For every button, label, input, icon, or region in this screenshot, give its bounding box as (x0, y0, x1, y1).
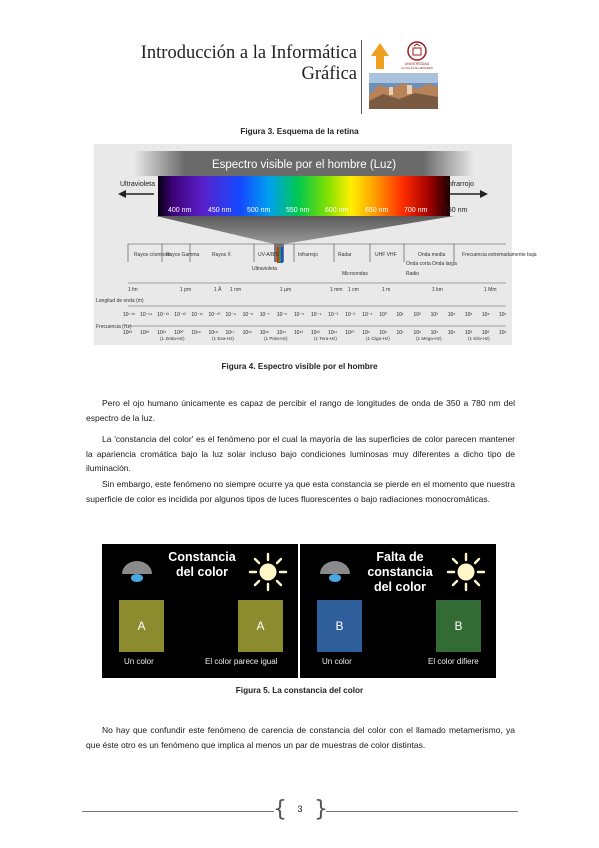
constancy-title-right (358, 550, 442, 595)
wavelength-exp-15: 10⁰ (379, 312, 387, 318)
freq-unit-kilo: (1 Kilo-Hz) (468, 336, 490, 341)
frequency-exp-10: 10¹³ (293, 330, 303, 336)
frequency-exp-20: 10³ (464, 330, 473, 336)
wavelength-exp-22: 10⁷ (499, 312, 507, 318)
wavelength-exp-1: 10⁻¹⁴ (140, 312, 153, 318)
paragraph-3 (86, 477, 515, 506)
wavelength-exp-13: 10⁻² (345, 312, 356, 318)
sun-icon (446, 552, 486, 592)
nm-tick-400: 400 nm (168, 207, 192, 214)
freq-unit-peta: (1 Peta-Hz) (264, 336, 288, 341)
frequency-exp-12: 10¹¹ (328, 330, 338, 336)
region-visible-short: UV-A/B/C (258, 252, 280, 258)
wavelength-exp-9: 10⁻⁶ (276, 312, 288, 318)
region-gamma: Rayos Gamma (166, 252, 200, 258)
frequency-exp-2: 10²¹ (157, 330, 167, 336)
document-header-title (141, 43, 357, 85)
page-number: 3 (297, 804, 303, 814)
logo-text-1: UNIVERSIDAD (404, 62, 430, 66)
frequency-exp-22: 10¹ (499, 330, 507, 336)
region-microwaves: Microondas (342, 271, 368, 277)
unit-nm: 1 nm (230, 287, 242, 293)
wavelength-exp-20: 10⁵ (464, 312, 473, 318)
frequency-exp-0: 10²³ (123, 330, 132, 336)
frequency-exp-15: 10⁸ (379, 330, 388, 336)
label-parece-igual: El color parece igual (205, 657, 278, 666)
region-x-rays: Rayos X (212, 252, 231, 258)
arrow-right-icon (480, 190, 488, 198)
region-infrared: Infrarrojo (298, 252, 319, 258)
paragraph-2-text: La 'constancia del color' es el fenómeno por el cual la mayoría de las superficies de color parecen mantener la apariencia cromática bajo la luz solar incluso bajo condiciones luminosas muy diferentes a dicho tipo de iluminación. (86, 434, 515, 474)
spectrum-banner-text: Espectro visible por el hombre (Luz) (211, 159, 397, 171)
frequency-exp-1: 10²² (140, 330, 150, 336)
no-constancy-title-line3: del color (373, 580, 427, 594)
freq-unit-exa: (1 Exa-Hz) (212, 336, 234, 341)
wavelength-exp-21: 10⁶ (481, 312, 490, 318)
paragraph-1-text: Pero el ojo humano únicamente es capaz de percibir el rango de longitudes de onda de 350 a 780 nm del espectro de la luz. (86, 398, 515, 423)
footer-rule-left (82, 811, 274, 812)
label-color-difiere: El color difiere (428, 657, 479, 666)
wavelength-exp-14: 10⁻¹ (362, 312, 373, 318)
unit-m: 1 m (382, 287, 391, 293)
unit-fm: 1 fm (128, 287, 138, 293)
unit-cm: 1 cm (348, 287, 359, 293)
electromagnetic-spectrum-figure (94, 144, 537, 345)
region-radio: Radio (406, 271, 420, 277)
wavelength-row-label: Longitud de onda (m) (96, 298, 144, 304)
region-cosmic-rays: Rayos cósmicos (134, 252, 171, 258)
wavelength-exp-8: 10⁻⁷ (259, 312, 270, 318)
campus-photo (369, 73, 438, 109)
lamp-icon (120, 558, 154, 588)
frequency-exp-19: 10⁴ (447, 330, 456, 336)
constancy-title-line1: Constancia (168, 550, 236, 564)
frequency-row-label: Frecuencia (Hz) (96, 324, 132, 330)
nm-tick-450: 450 nm (208, 207, 232, 214)
region-ultraviolet: Ultravioleta (252, 266, 278, 272)
footer-brace-right-icon: } (314, 797, 328, 822)
figure-5-caption: Figura 5. La constancia del color (235, 686, 364, 695)
paragraph-3-text: Sin embargo, este fenómeno no siempre ocurre ya que esta constancia se pierde en el momento que nuestra superficie de color es incidida por algunos tipos de luces fluorescentes o bajo radiaciones monocromáticas. (86, 479, 515, 504)
unit-pm: 1 pm (180, 287, 192, 293)
wavelength-exp-18: 10³ (430, 312, 438, 318)
nm-tick-750: 750 nm (444, 207, 468, 214)
constancy-title-left (164, 550, 240, 580)
frequency-exp-9: 10¹⁴ (276, 330, 287, 336)
university-seal-icon (408, 42, 426, 60)
university-logo (369, 39, 438, 109)
paragraph-4-text: No hay que confundir este fenómeno de carencia de constancia del color con el llamado metamerismo, ya que éste otro es un fenómeno que implica al menos un par de muestras de color distintas. (86, 725, 515, 750)
sun-icon (248, 552, 288, 592)
footer-rule-right (326, 811, 518, 812)
constancy-panel-left (102, 544, 298, 678)
wavelength-exp-3: 10⁻¹² (174, 312, 186, 318)
spectrum-funnel (156, 216, 454, 244)
wavelength-exp-2: 10⁻¹³ (157, 312, 169, 318)
color-square-b2: B (436, 600, 481, 652)
region-short-wave: Onda corta (406, 261, 431, 267)
nm-tick-700: 700 nm (404, 207, 428, 214)
wavelength-exponents (123, 312, 507, 318)
paragraph-1 (86, 396, 515, 425)
header-divider (361, 40, 362, 114)
frequency-exp-16: 10⁷ (396, 330, 404, 336)
region-medium-wave: Onda media (418, 252, 446, 258)
wavelength-exp-12: 10⁻³ (328, 312, 338, 318)
nm-tick-550: 550 nm (286, 207, 310, 214)
figure-3-caption: Figura 3. Esquema de la retina (240, 127, 359, 136)
paragraph-2 (86, 432, 515, 476)
freq-unit-mega: (1 Mega-Hz) (416, 336, 442, 341)
frequency-exp-17: 10⁶ (413, 330, 422, 336)
nm-tick-500: 500 nm (247, 207, 271, 214)
wavelength-exp-4: 10⁻¹¹ (191, 312, 203, 318)
color-square-a2: A (238, 600, 283, 652)
no-constancy-title-line2: constancia (367, 565, 433, 579)
frequency-exp-21: 10² (481, 330, 490, 336)
paragraph-4 (86, 723, 515, 752)
frequency-exp-7: 10¹⁶ (242, 330, 252, 336)
unit-mm: 1 mm (330, 287, 343, 293)
frequency-exp-11: 10¹² (311, 330, 320, 336)
freq-unit-zetta: (1 Zetta-Hz) (160, 336, 185, 341)
footer-brace-left-icon: { (273, 797, 287, 822)
header-title-line2: Gráfica (301, 64, 357, 84)
label-un-color-left: Un color (124, 657, 154, 666)
arrow-left-icon (118, 190, 126, 198)
region-elf: Frecuencia extremadamente baja (462, 252, 537, 258)
constancy-panel-right (300, 544, 496, 678)
region-long-wave: Onda larga (432, 261, 457, 267)
frequency-exp-18: 10⁵ (430, 330, 439, 336)
wavelength-exp-10: 10⁻⁵ (293, 312, 305, 318)
ultraviolet-label: Ultravioleta (120, 181, 156, 188)
wavelength-exp-0: 10⁻¹⁵ (123, 312, 135, 318)
wavelength-exp-16: 10¹ (396, 312, 404, 318)
figure-4-caption: Figura 4. Espectro visible por el hombre (221, 362, 378, 371)
infrared-label: Infrarrojo (446, 181, 475, 188)
constancy-title-line2: del color (175, 565, 229, 579)
nm-tick-650: 650 nm (365, 207, 389, 214)
frequency-exp-6: 10¹⁷ (225, 330, 235, 336)
unit-um: 1 µm (280, 287, 292, 293)
wavelength-exp-17: 10² (413, 312, 421, 318)
unit-angstrom: 1 Å (214, 287, 222, 293)
frequency-exp-14: 10⁹ (362, 330, 371, 336)
frequency-exp-13: 10¹⁰ (345, 330, 355, 336)
unit-megameter: 1 Mm (484, 287, 497, 293)
no-constancy-title-line1: Falta de (376, 550, 424, 564)
wavelength-exp-11: 10⁻⁴ (311, 312, 322, 318)
header-title-line1: Introducción a la Informática (140, 43, 357, 63)
frequency-exp-8: 10¹⁵ (259, 330, 270, 336)
freq-unit-giga: (1 Giga-Hz) (366, 336, 390, 341)
wavelength-exp-6: 10⁻⁹ (225, 312, 236, 318)
freq-unit-tera: (1 Tera-Hz) (314, 336, 337, 341)
region-radar: Radar (338, 252, 352, 258)
color-square-a1: A (119, 600, 164, 652)
frequency-exp-3: 10²⁰ (174, 330, 184, 336)
wavelength-exp-19: 10⁴ (447, 312, 456, 318)
frequency-exp-4: 10¹⁹ (191, 330, 201, 336)
wavelength-exp-7: 10⁻⁸ (242, 312, 253, 318)
unit-km: 1 km (432, 287, 443, 293)
lamp-icon (318, 558, 352, 588)
logo-text-2: ALCALÁ DE HENARES (401, 66, 433, 70)
frequency-exp-5: 10¹⁸ (208, 330, 218, 336)
wavelength-exp-5: 10⁻¹⁰ (208, 312, 221, 318)
region-uhf-vhf: UHF VHF (375, 252, 397, 258)
nm-tick-600: 600 nm (325, 207, 349, 214)
label-un-color-right: Un color (322, 657, 352, 666)
color-square-b1: B (317, 600, 362, 652)
